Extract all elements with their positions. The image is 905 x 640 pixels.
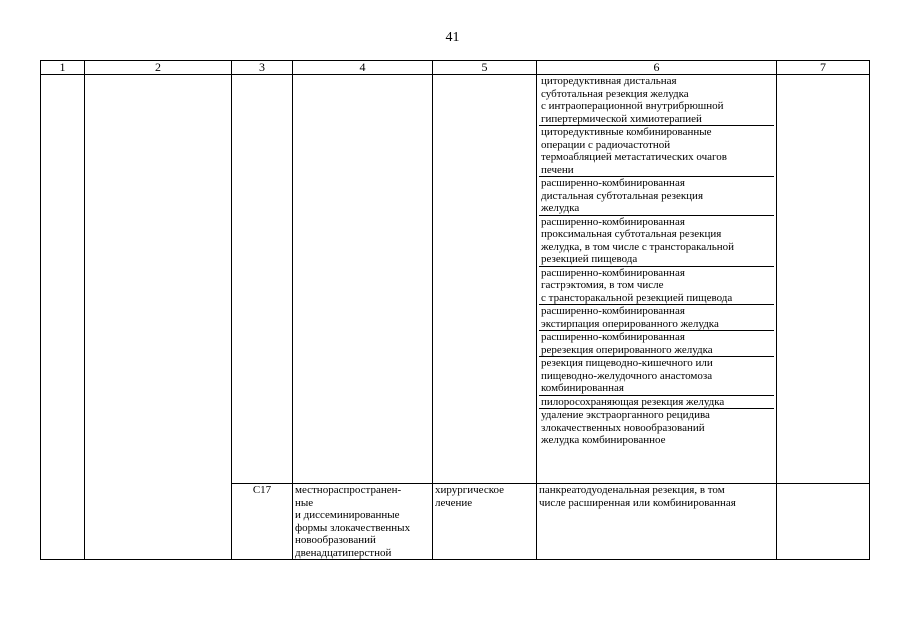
header-row [41,61,870,75]
procedure-list [539,75,774,447]
medical-procedures-table [40,60,870,560]
procedure-item: циторедуктивные комбинированные операции с радиочастотной термоабляцией метастатических очагов печени [539,126,774,177]
column-header-7: 7 [777,61,870,75]
treatment-type: хирургическое лечение [433,484,537,560]
cell-col2 [85,75,232,560]
procedure-item: расширенно-комбинированная гастрэктомия, в том числе с трансторакальной резекцией пищевода [539,267,774,306]
procedure-item: резекция пищеводно-кишечного или пищеводно-желудочного анастомоза комбинированная [539,357,774,396]
cell-col7-empty [777,75,870,484]
page-number: 41 [445,30,460,45]
procedure-description: панкреатодуоденальная резекция, в том числе расширенная или комбинированная [537,484,777,560]
column-header-6: 6 [537,61,777,75]
column-header-1: 1 [41,61,85,75]
diagnosis-code: C17 [232,484,293,560]
column-header-5: 5 [433,61,537,75]
cell-col4-empty [293,75,433,484]
procedure-item: пилоросохраняющая резекция желудка [539,396,774,410]
table-row [41,75,870,484]
cell-col7-empty [777,484,870,560]
column-header-2: 2 [85,61,232,75]
procedure-item: расширенно-комбинированная проксимальная субтотальная резекция желудка, в том числе с трансторакальной резекцией пищевода [539,216,774,267]
cell-col1 [41,75,85,560]
cell-col3-empty [232,75,293,484]
column-header-4: 4 [293,61,433,75]
procedure-item: циторедуктивная дистальная субтотальная резекция желудка с интраоперационной внутрибрюшной гипертермической химиотерапией [539,75,774,126]
column-header-3: 3 [232,61,293,75]
diagnosis-description: местнораспространен- ные и диссеминированные формы злокачественных новообразований двенадцатиперстной [293,484,433,560]
cell-col5-empty [433,75,537,484]
procedure-item: расширенно-комбинированная ререзекция оперированного желудка [539,331,774,357]
procedure-item: расширенно-комбинированная экстирпация оперированного желудка [539,305,774,331]
procedure-item: удаление экстраорганного рецидива злокачественных новообразований желудка комбинированное [541,409,710,446]
procedure-item: расширенно-комбинированная дистальная субтотальная резекция желудка [539,177,774,216]
procedures-cell [537,75,777,484]
